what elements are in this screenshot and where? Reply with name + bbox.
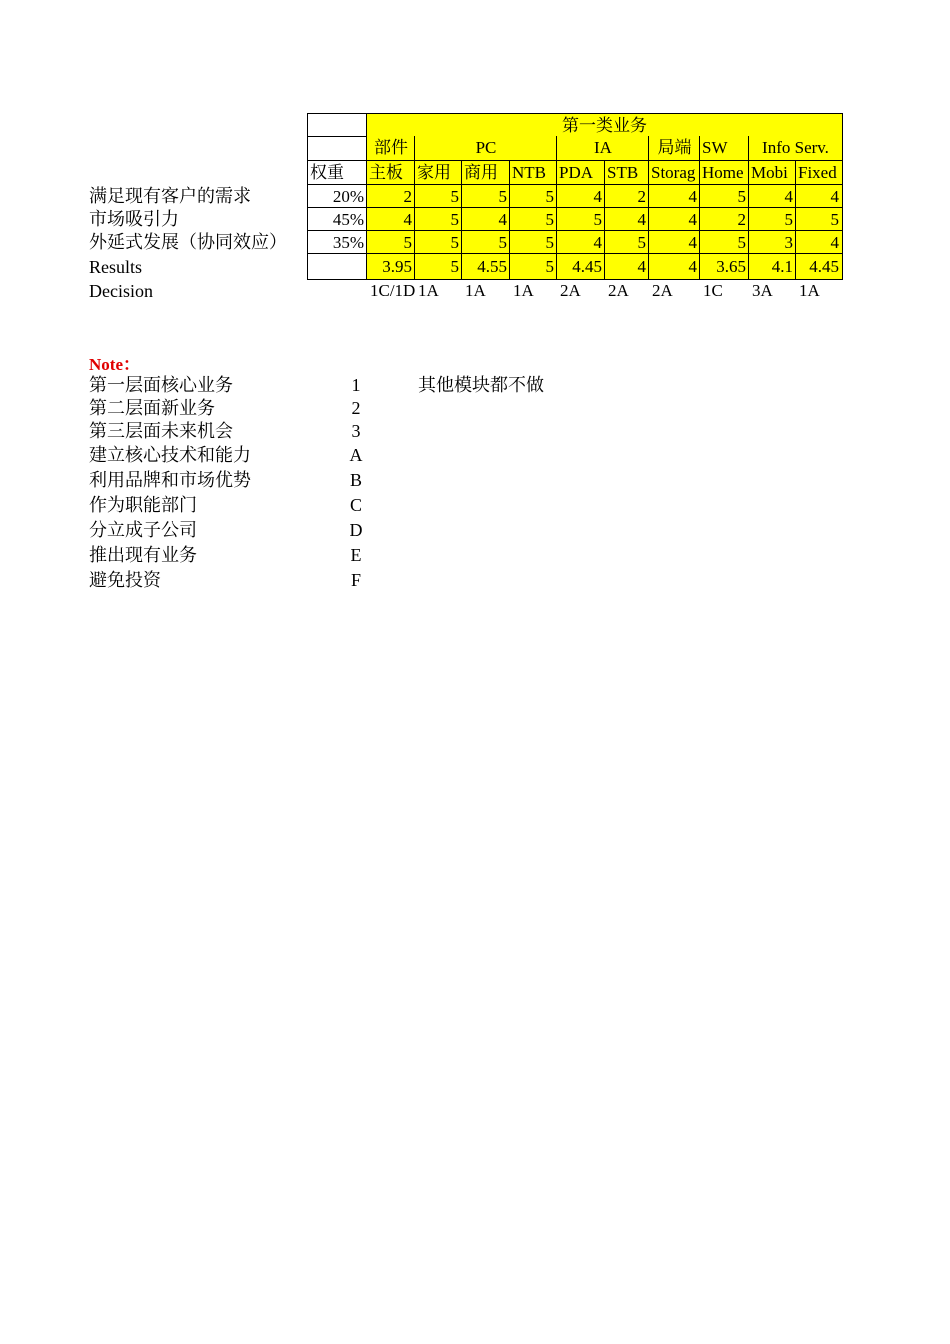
legend-item-text: 利用品牌和市场优势	[89, 470, 251, 490]
score-cell[interactable]: 4	[648, 230, 700, 254]
score-cell[interactable]: 5	[509, 184, 557, 208]
category-pc[interactable]: PC	[414, 136, 557, 161]
weight-cell[interactable]: 45%	[307, 207, 367, 231]
subcat-fixed[interactable]: Fixed	[795, 160, 843, 185]
legend-item-text: 避免投资	[89, 570, 161, 590]
score-cell[interactable]: 5	[604, 230, 649, 254]
blank-cell[interactable]	[307, 253, 367, 280]
category-sw[interactable]: SW	[699, 136, 749, 161]
note-title: Note：	[89, 355, 140, 374]
result-cell[interactable]: 4.45	[556, 253, 605, 280]
score-cell[interactable]: 5	[366, 230, 415, 254]
row-label-synergy: 外延式发展（协同效应）	[89, 232, 287, 252]
legend-item-code: 2	[351, 398, 361, 418]
category-central-office[interactable]: 局端	[648, 136, 700, 161]
score-cell[interactable]: 5	[461, 230, 510, 254]
result-cell[interactable]: 5	[509, 253, 557, 280]
score-cell[interactable]: 4	[366, 207, 415, 231]
score-cell[interactable]: 5	[748, 207, 796, 231]
note-remark: 其他模块都不做	[418, 375, 544, 395]
decision-cell[interactable]: 1A	[513, 281, 534, 300]
result-cell[interactable]: 4	[604, 253, 649, 280]
score-cell[interactable]: 4	[795, 230, 843, 254]
score-cell[interactable]: 4	[748, 184, 796, 208]
subcat-home[interactable]: 家用	[414, 160, 462, 185]
group-header-cell[interactable]: 第一类业务	[366, 113, 843, 137]
legend-item-text: 第二层面新业务	[89, 398, 215, 418]
subcat-mobile[interactable]: Mobi	[748, 160, 796, 185]
score-cell[interactable]: 5	[461, 184, 510, 208]
subcat-pda[interactable]: PDA	[556, 160, 605, 185]
row-label-decision: Decision	[89, 281, 153, 301]
subcat-storage[interactable]: Storag	[648, 160, 700, 185]
result-cell[interactable]: 5	[414, 253, 462, 280]
legend-item-text: 作为职能部门	[89, 495, 197, 515]
legend-item-code: A	[349, 445, 363, 465]
score-cell[interactable]: 4	[556, 230, 605, 254]
decision-cell[interactable]: 1C	[703, 281, 723, 300]
score-cell[interactable]: 4	[461, 207, 510, 231]
legend-item-code: 3	[351, 421, 361, 441]
score-cell[interactable]: 4	[795, 184, 843, 208]
score-cell[interactable]: 2	[604, 184, 649, 208]
decision-cell[interactable]: 2A	[652, 281, 673, 300]
legend-item-code: 1	[351, 375, 361, 395]
score-cell[interactable]: 5	[556, 207, 605, 231]
weight-cell[interactable]: 20%	[307, 184, 367, 208]
score-cell[interactable]: 3	[748, 230, 796, 254]
score-cell[interactable]: 4	[604, 207, 649, 231]
category-ia[interactable]: IA	[556, 136, 649, 161]
score-cell[interactable]: 5	[699, 230, 749, 254]
row-label-market-attractiveness: 市场吸引力	[89, 209, 179, 229]
score-cell[interactable]: 5	[414, 184, 462, 208]
score-cell[interactable]: 2	[699, 207, 749, 231]
decision-cell[interactable]: 1C/1D	[370, 281, 415, 300]
decision-cell[interactable]: 2A	[560, 281, 581, 300]
category-parts[interactable]: 部件	[366, 136, 415, 161]
score-cell[interactable]: 2	[366, 184, 415, 208]
score-cell[interactable]: 4	[648, 207, 700, 231]
legend-item-code: E	[350, 545, 362, 565]
blank-cell[interactable]	[307, 136, 367, 161]
subcat-stb[interactable]: STB	[604, 160, 649, 185]
score-cell[interactable]: 5	[699, 184, 749, 208]
decision-cell[interactable]: 1A	[418, 281, 439, 300]
decision-cell[interactable]: 1A	[799, 281, 820, 300]
legend-item-code: D	[349, 520, 363, 540]
legend-item-code: C	[349, 495, 362, 515]
subcat-motherboard[interactable]: 主板	[366, 160, 415, 185]
subcat-home-sw[interactable]: Home	[699, 160, 749, 185]
result-cell[interactable]: 4	[648, 253, 700, 280]
row-label-results: Results	[89, 257, 143, 277]
category-info-serv[interactable]: Info Serv.	[748, 136, 843, 161]
subcat-business[interactable]: 商用	[461, 160, 510, 185]
result-cell[interactable]: 4.1	[748, 253, 796, 280]
blank-corner-cell[interactable]	[307, 113, 367, 137]
subcat-ntb[interactable]: NTB	[509, 160, 557, 185]
score-cell[interactable]: 5	[509, 207, 557, 231]
legend-item-text: 推出现有业务	[89, 545, 197, 565]
weight-cell[interactable]: 35%	[307, 230, 367, 254]
legend-item-code: F	[350, 570, 361, 590]
legend-item-text: 第一层面核心业务	[89, 375, 233, 395]
legend-item-text: 建立核心技术和能力	[89, 445, 251, 465]
decision-cell[interactable]: 1A	[465, 281, 486, 300]
score-cell[interactable]: 5	[795, 207, 843, 231]
legend-item-text: 分立成子公司	[89, 520, 197, 540]
weight-header-cell[interactable]: 权重	[307, 160, 367, 185]
row-label-customer-needs: 满足现有客户的需求	[89, 186, 251, 206]
result-cell[interactable]: 4.55	[461, 253, 510, 280]
score-cell[interactable]: 4	[556, 184, 605, 208]
score-cell[interactable]: 5	[509, 230, 557, 254]
legend-item-code: B	[349, 470, 362, 490]
score-cell[interactable]: 4	[648, 184, 700, 208]
result-cell[interactable]: 3.65	[699, 253, 749, 280]
decision-cell[interactable]: 3A	[752, 281, 773, 300]
decision-cell[interactable]: 2A	[608, 281, 629, 300]
legend-item-text: 第三层面未来机会	[89, 421, 233, 441]
result-cell[interactable]: 4.45	[795, 253, 843, 280]
score-cell[interactable]: 5	[414, 230, 462, 254]
score-cell[interactable]: 5	[414, 207, 462, 231]
result-cell[interactable]: 3.95	[366, 253, 415, 280]
